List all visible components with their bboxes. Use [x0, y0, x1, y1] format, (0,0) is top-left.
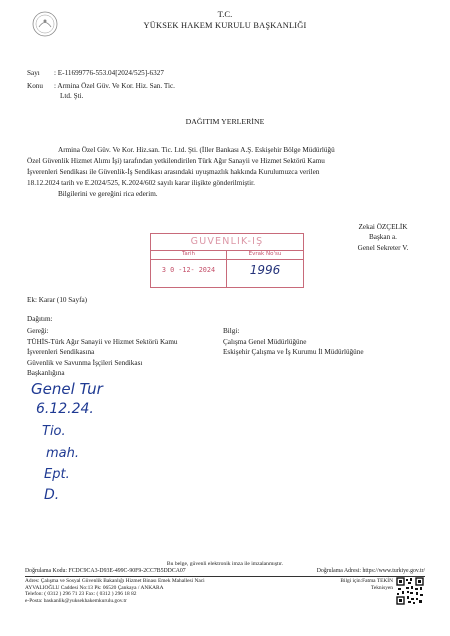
body-line-1: Armina Özel Güv. Ve Kor. Hiz.san. Tic. Ltd. Şti. (İller Bankası A.Ş. Eskişehir Bölge Müdürlüğü [58, 146, 335, 154]
header-tc: T.C. [217, 9, 233, 19]
gereği-line-2: İşverenleri Sendikasına [27, 348, 95, 356]
bilgi-line-1: Çalışma Genel Müdürlüğüne [223, 338, 307, 346]
distribution-title: DAĞITIM YERLERİNE [185, 117, 265, 126]
konu-value-1: : Armina Özel Güv. Ve Kor. Hiz. San. Tic. [54, 82, 175, 90]
qr-code-icon [396, 577, 424, 605]
phone-fax: Telefon: ( 0312 ) 296 71 23 Fax: ( 0312 ) 296 18 82 [25, 591, 137, 597]
body-line-2: Özel Güvenlik Hizmet Alımı İşi) tarafından yetkilendirilen Türk Ağır Sanayii ve Hizmet Sektörü Kamu [27, 157, 325, 165]
stamp-col-date: Tarih [181, 251, 196, 257]
contact-info: Bilgi için:Fatma TEKİN [340, 578, 393, 584]
handwriting-line-2: 6.12.24. [36, 401, 94, 417]
konu-label: Konu [27, 82, 43, 90]
handwriting-line-4: mah. [46, 446, 80, 461]
attachment-note: Ek: Karar (10 Sayfa) [27, 296, 88, 304]
verification-code: Doğrulama Kodu: FCDC9CA3-D93E-499C-90F9-2CC7B5DDCA07 [25, 568, 186, 574]
gereği-line-4: Başkanlığına [27, 369, 65, 377]
sayi-label: Sayı [27, 69, 40, 77]
handwriting-line-6: D. [44, 487, 60, 503]
contact-role: Teknisyen [370, 584, 393, 591]
stamp-org: GÜVENLİK-İŞ [190, 236, 264, 247]
handwriting-line-1: Genel Tur [31, 380, 103, 398]
stamp-number: 1996 [249, 263, 281, 277]
signer-name: Zekai ÖZÇELİK [358, 223, 408, 231]
verification-address: Doğrulama Adresi: https://www.turkiye.gov.tr/ [316, 568, 425, 574]
address-line-2: AYVALIOĞLU Caddesi No:13 Pk: 06520 Çankaya / ANKARA [25, 584, 164, 591]
konu-value-2: Ltd. Şti. [60, 92, 84, 100]
gereği-label: Gereği: [27, 327, 49, 335]
handwriting-line-5: Ept. [44, 467, 70, 482]
stamp-col-number: Evrak No'su [248, 251, 282, 257]
email: e-Posta: baskanlik@yuksekhakemkurulu.gov.tr [25, 597, 127, 604]
esign-note: Bu belge, güvenli elektronik imza ile imzalanmıştır. [166, 561, 284, 567]
body-line-5: Bilgilerini ve gereğini rica ederim. [58, 190, 158, 198]
signer-title-2: Genel Sekreter V. [357, 244, 409, 252]
header-org: YÜKSEK HAKEM KURULU BAŞKANLIĞI [143, 21, 307, 30]
received-stamp [150, 233, 304, 288]
distribution-label: Dağıtım: [27, 315, 53, 323]
address-line-1: Adres: Çalışma ve Sosyal Güvenlik Bakanlığı Hizmet Binası Emek Mahallesi Naci [25, 578, 205, 584]
gereği-line-1: TÜHİS-Türk Ağır Sanayii ve Hizmet Sektörü Kamu [27, 338, 178, 346]
body-line-3: İşverenleri Sendikası ile Güvenlik-İş Sendikası arasındaki uyuşmazlık hakkında Kurulumuzca verilen [27, 168, 320, 176]
body-line-4: 18.12.2024 tarih ve E.2024/525, K.2024/602 sayılı karar ilişikte gönderilmiştir. [27, 179, 255, 187]
handwriting-line-3: Tio. [42, 424, 66, 439]
stamp-date: 3 0 -12- 2024 [161, 266, 216, 274]
gereği-line-3: Güvenlik ve Savunma İşçileri Sendikası [27, 359, 143, 367]
bilgi-line-2: Eskişehir Çalışma ve İş Kurumu İl Müdürlüğüne [223, 348, 364, 356]
sayi-value: : E-11699776-553.04[2024/525]-6327 [54, 69, 164, 77]
bilgi-label: Bilgi: [223, 327, 240, 335]
signer-title-1: Başkan a. [369, 233, 397, 241]
